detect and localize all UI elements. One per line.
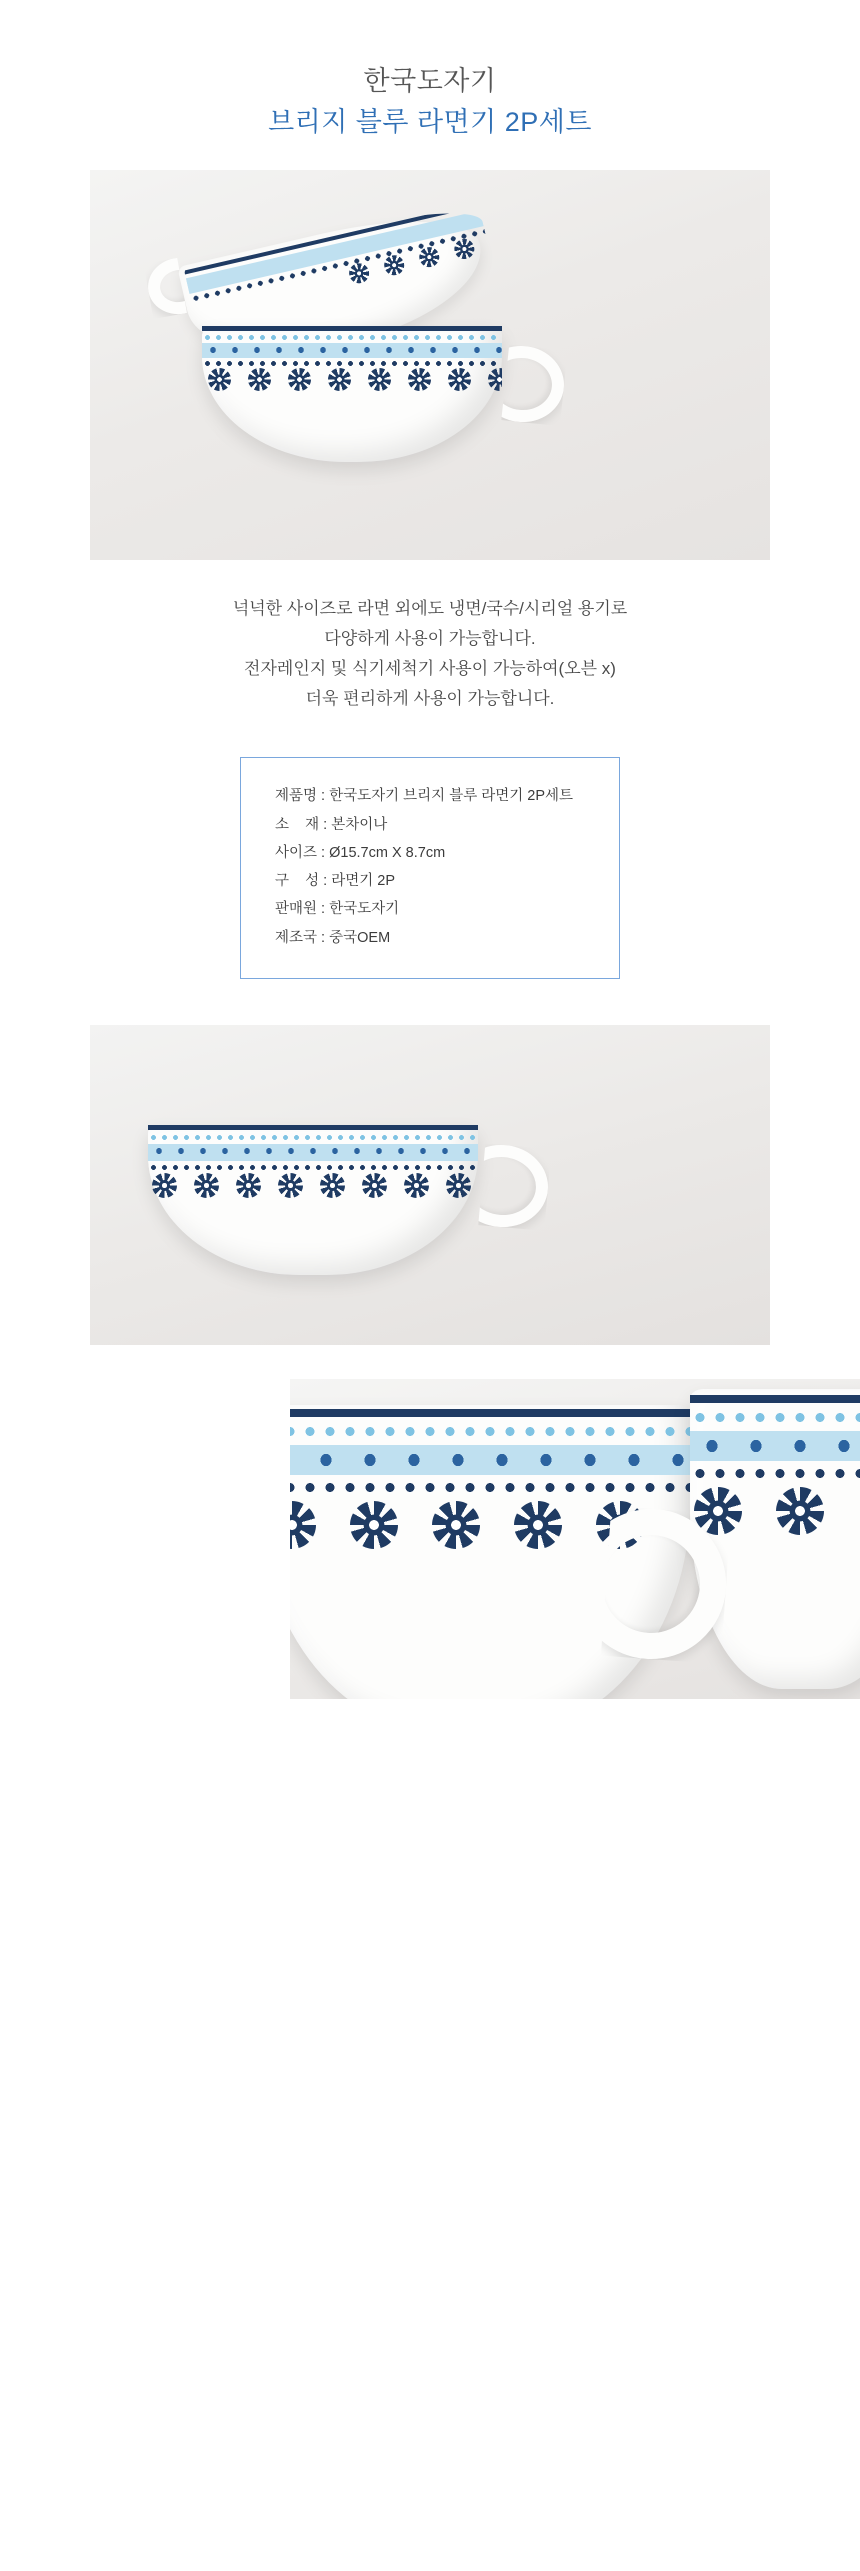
page-title [0, 0, 860, 142]
description-line-3: 전자레인지 및 식기세척기 사용이 가능하여(오븐 x) [244, 658, 616, 678]
spec-box-wrapper [0, 757, 860, 979]
hero-product-image [90, 170, 770, 560]
detail-bowl-illustration-2 [290, 1379, 860, 1699]
description-line-2: 다양하게 사용이 가능합니다. [324, 629, 536, 649]
bottom-spacer [0, 1699, 860, 1759]
detail-bowl-illustration-1 [90, 1025, 770, 1345]
spec-row-material: 소 재 : 본차이나 [275, 816, 388, 833]
description-line-4: 더욱 편리하게 사용이 가능합니다. [305, 688, 555, 708]
hero-bowl-illustration [90, 170, 770, 560]
title-line-2: 브리지 블루 라면기 2P세트 [268, 107, 592, 138]
spec-row-seller: 판매원 : 한국도자기 [275, 901, 400, 918]
spec-row-origin: 제조국 : 중국OEM [275, 929, 391, 946]
title-line-1: 한국도자기 [363, 66, 497, 96]
detail-image-side-view [90, 1025, 770, 1345]
spec-row-composition: 구 성 : 라면기 2P [275, 873, 395, 890]
description-line-1: 넉넉한 사이즈로 라면 외에도 냉면/국수/시리얼 용기로 [232, 599, 628, 619]
detail-image-closeup [290, 1379, 860, 1699]
spec-row-size: 사이즈 : Ø15.7cm X 8.7cm [275, 844, 446, 861]
product-description [0, 594, 860, 713]
spec-box [240, 757, 620, 979]
spec-row-product-name: 제품명 : 한국도자기 브리지 블루 라면기 2P세트 [275, 788, 574, 805]
